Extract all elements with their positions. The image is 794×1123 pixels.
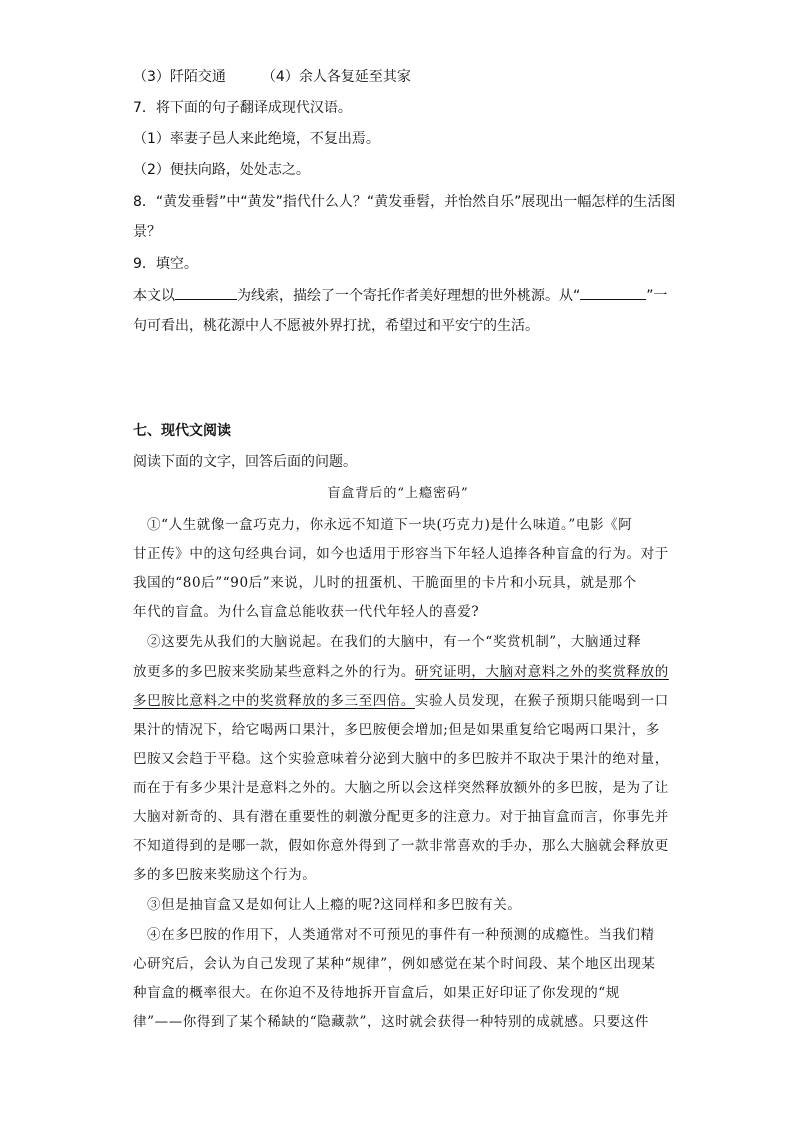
q7-prompt: 7．将下面的句子翻译成现代汉语。 (133, 100, 352, 116)
p3-line-1: ③但是抽盲盒又是如何让人上瘾的呢?这同样和多巴胺有关。 (147, 897, 522, 913)
q9-fill-line-2: 句可看出，桃花源中人不愿被外界打扰，希望过和平安宁的生活。 (133, 318, 539, 334)
p1-line-1: ①“人生就像一盒巧克力，你永远不知道下一块(巧克力)是什么味道。”电影《阿 (147, 517, 633, 533)
section-instruction: 阅读下面的文字，回答后面的问题。 (133, 454, 357, 470)
p4-line-1: ④在多巴胺的作用下，人类通常对不可预见的事件有一种预测的成瘾性。当我们精 (147, 927, 655, 943)
p2-underlined-part-2: 多巴胺比意料之中的奖赏释放的多三至四倍。 (133, 693, 415, 709)
q7-sentence-1: （1）率妻子邑人来此绝境，不复出焉。 (133, 131, 380, 147)
q9-text-c: ”一 (646, 288, 668, 304)
q9-blank-2[interactable] (580, 285, 646, 300)
p1-line-2: 甘正传》中的这句经典台词，如今也适用于形容当下年轻人追捧各种盲盒的行为。对于 (133, 546, 669, 562)
p2-line-6: 而在于有多少果汁是意料之外的。大脑之所以会这样突然释放额外的多巴胺，是为了让 (133, 780, 669, 796)
p2-line-9: 多的多巴胺来奖励这个行为。 (133, 867, 317, 883)
q6-item-3: （3）阡陌交通 (133, 69, 226, 85)
p4-line-2: 心研究后，会认为自己发现了某种“规律”，例如感觉在某个时间段、某个地区出现某 (133, 956, 656, 972)
q6-item-4: （4）余人各复延至其家 (261, 69, 411, 85)
p2-line-2-plain: 放更多的多巴胺来奖励某些意料之外的行为。 (133, 664, 415, 680)
p2-line-3-plain: 实验人员发现，在猴子预期只能喝到一口 (415, 693, 669, 709)
p1-line-4: 年代的盲盒。为什么盲盒总能收获一代代年轻人的喜爱? (133, 604, 480, 620)
q9-text-b: 为线索，描绘了一个寄托作者美好理想的世外桃源。从“ (237, 288, 581, 304)
p2-line-4: 果汁的情况下，给它喝两口果汁，多巴胺便会增加;但是如果重复给它喝两口果汁，多 (133, 722, 660, 738)
p2-line-7: 大脑对新奇的、具有潜在重要性的刺激分配更多的注意力。对于抽盲盒而言，你事先并 (133, 809, 669, 825)
p2-line-2 (133, 662, 669, 682)
p2-line-8: 不知道得到的是哪一款，假如你意外得到了一款非常喜欢的手办，那么大脑就会释放更 (133, 838, 669, 854)
section-heading: 七、现代文阅读 (133, 423, 231, 439)
p1-line-3: 我国的“80后”“90后”来说，儿时的扭蛋机、干脆面里的卡片和小玩具，就是那个 (133, 575, 637, 591)
q8-prompt-line-1: 8．“黄发垂髫”中“黄发”指代什么人？“黄发垂髫，并怡然自乐”展现出一幅怎样的生活图 (133, 194, 676, 210)
p2-line-3 (133, 691, 669, 711)
reading-passage (133, 482, 669, 1082)
q9-fill-line-1 (133, 285, 668, 306)
p2-line-5: 巴胺又会趋于平稳。这个实验意味着分泌到大脑中的多巴胺并不取决于果汁的绝对量， (133, 751, 669, 767)
passage-title: 盲盒背后的“上瘾密码” (327, 486, 469, 501)
q8-prompt-line-2: 景？ (133, 224, 161, 240)
p4-line-4: 律”——你得到了某个稀缺的“隐藏款”，这时就会获得一种特别的成就感。只要这件 (133, 1014, 650, 1030)
q9-blank-1[interactable] (175, 285, 237, 300)
q9-prompt: 9．填空。 (133, 256, 198, 272)
q6-line (133, 67, 411, 87)
p2-underlined-part-1: 研究证明，大脑对意料之外的奖赏释放的 (415, 664, 669, 680)
p4-line-3: 种盲盒的概率很大。在你迫不及待地拆开盲盒后，如果正好印证了你发现的“规 (133, 985, 620, 1001)
p2-line-1: ②这要先从我们的大脑说起。在我们的大脑中，有一个“奖赏机制”，大脑通过释 (147, 634, 642, 650)
q9-text-a: 本文以 (133, 288, 175, 304)
q7-sentence-2: （2）便扶向路，处处志之。 (133, 162, 310, 178)
